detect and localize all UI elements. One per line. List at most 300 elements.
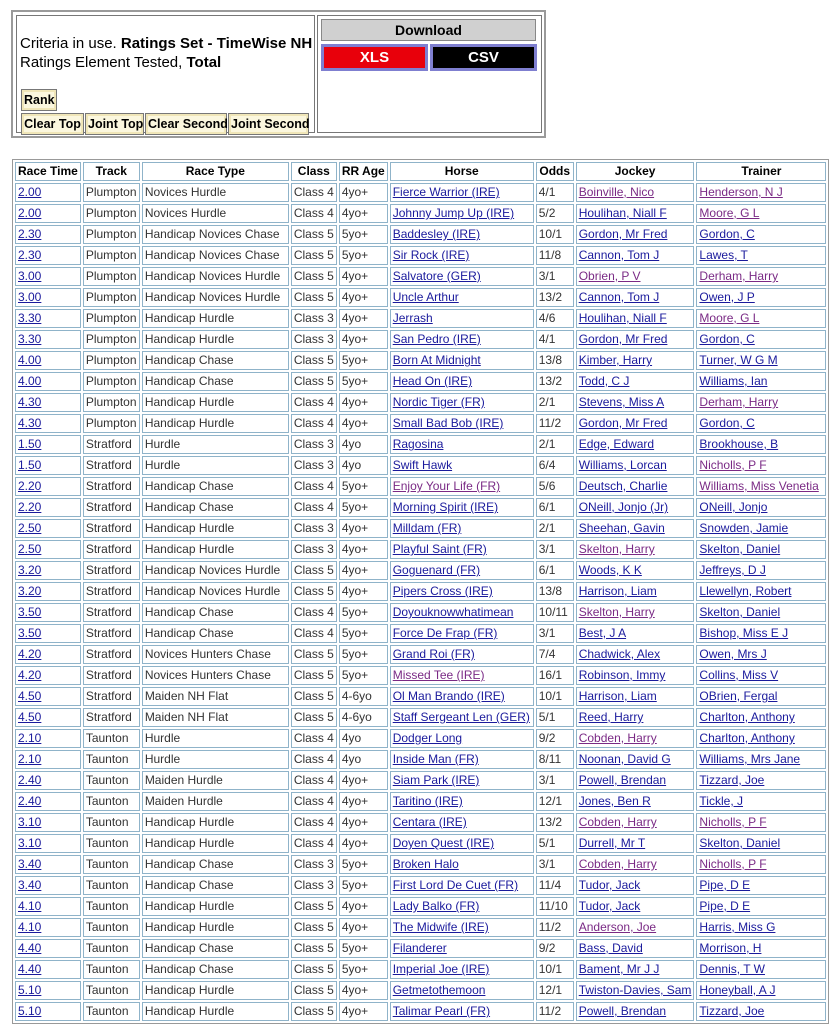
jockey-link[interactable]: Robinson, Immy	[578, 668, 666, 682]
cell-race-time	[15, 729, 81, 748]
trainer-link[interactable]: OBrien, Fergal	[699, 689, 778, 703]
cell-class: Class 5	[291, 225, 337, 244]
cell-horse	[390, 204, 534, 223]
race-time-link[interactable]: 3.10	[18, 836, 42, 850]
jockey-link[interactable]: Skelton, Harry	[578, 605, 655, 619]
trainer-link[interactable]: Pipe, D E	[699, 899, 751, 913]
trainer-link[interactable]: Skelton, Daniel	[699, 836, 781, 850]
download-box	[317, 15, 542, 133]
cell-trainer	[696, 246, 826, 265]
jockey-link[interactable]: Best, J A	[578, 626, 627, 640]
jockey-link[interactable]: Cobden, Harry	[578, 731, 657, 745]
horse-link[interactable]: Head On (IRE)	[392, 374, 473, 388]
cell-jockey	[576, 477, 695, 496]
trainer-link[interactable]: Gordon, C	[699, 332, 755, 346]
race-time-link[interactable]: 3.20	[18, 563, 42, 577]
race-time-link[interactable]: 4.50	[18, 689, 42, 703]
race-time-link[interactable]: 3.50	[18, 626, 42, 640]
trainer-link[interactable]: Owen, J P	[699, 290, 755, 304]
cell-jockey	[576, 351, 695, 370]
cell-class: Class 5	[291, 981, 337, 1000]
trainer-link[interactable]: Tickle, J	[699, 794, 743, 808]
horse-link[interactable]: Inside Man (FR)	[392, 752, 479, 766]
cell-class: Class 3	[291, 855, 337, 874]
horse-link[interactable]: Enjoy Your Life (FR)	[392, 479, 501, 493]
horse-link[interactable]: Swift Hawk	[392, 458, 453, 472]
race-time-link[interactable]: 3.50	[18, 605, 42, 619]
cell-race-type: Handicap Hurdle	[142, 414, 289, 433]
cell-class: Class 5	[291, 897, 337, 916]
criteria-line-element	[20, 54, 221, 71]
horse-link[interactable]: Doyouknowwhatimean	[392, 605, 514, 619]
race-time-link[interactable]: 2.50	[18, 521, 42, 535]
race-time-link[interactable]: 3.10	[18, 815, 42, 829]
jockey-link[interactable]: Anderson, Joe	[578, 920, 657, 934]
horse-link[interactable]: Lady Balko (FR)	[392, 899, 480, 913]
cell-jockey	[576, 855, 695, 874]
csv-download-button[interactable]: CSV	[430, 44, 537, 71]
horse-link[interactable]: Ragosina	[392, 437, 444, 451]
cell-class: Class 5	[291, 918, 337, 937]
table-row	[15, 561, 826, 580]
table-row	[15, 624, 826, 643]
horse-link[interactable]: Sir Rock (IRE)	[392, 248, 470, 262]
race-time-link[interactable]: 4.10	[18, 920, 42, 934]
jockey-link[interactable]: Skelton, Harry	[578, 542, 655, 556]
cell-race-type: Handicap Novices Hurdle	[142, 582, 289, 601]
trainer-link[interactable]: Bishop, Miss E J	[699, 626, 789, 640]
criteria-box	[16, 15, 315, 133]
jockey-link[interactable]: Williams, Lorcan	[578, 458, 667, 472]
jockey-link[interactable]: Powell, Brendan	[578, 1004, 667, 1018]
horse-link[interactable]: Jerrash	[392, 311, 433, 325]
cell-race-time	[15, 750, 81, 769]
cell-horse	[390, 876, 534, 895]
cell-odds: 3/1	[536, 624, 574, 643]
jockey-link[interactable]: Cannon, Tom J	[578, 248, 660, 262]
cell-rr-age: 5yo+	[339, 603, 388, 622]
joint-second-button[interactable]: Joint Second	[228, 113, 309, 135]
trainer-link[interactable]: Nicholls, P F	[699, 815, 767, 829]
cell-horse	[390, 372, 534, 391]
cell-race-type: Handicap Chase	[142, 624, 289, 643]
cell-rr-age: 4yo	[339, 456, 388, 475]
race-time-link[interactable]: 2.30	[18, 248, 42, 262]
cell-trainer	[696, 624, 826, 643]
cell-race-type: Handicap Hurdle	[142, 519, 289, 538]
jockey-link[interactable]: Bament, Mr J J	[578, 962, 660, 976]
horse-link[interactable]: Ol Man Brando (IRE)	[392, 689, 505, 703]
trainer-link[interactable]: Turner, W G M	[699, 353, 778, 367]
table-row	[15, 288, 826, 307]
cell-race-type: Handicap Hurdle	[142, 1002, 289, 1021]
cell-race-type: Novices Hunters Chase	[142, 666, 289, 685]
cell-horse	[390, 624, 534, 643]
cell-track: Taunton	[83, 855, 140, 874]
jockey-link[interactable]: Reed, Harry	[578, 710, 644, 724]
jockey-link[interactable]: Todd, C J	[578, 374, 630, 388]
jockey-link[interactable]: Noonan, David G	[578, 752, 671, 766]
race-time-link[interactable]: 4.00	[18, 374, 42, 388]
horse-link[interactable]: Small Bad Bob (IRE)	[392, 416, 504, 430]
cell-track: Stratford	[83, 708, 140, 727]
race-time-link[interactable]: 3.30	[18, 311, 42, 325]
race-time-link[interactable]: 3.40	[18, 857, 42, 871]
race-time-link[interactable]: 4.40	[18, 941, 42, 955]
cell-trainer	[696, 435, 826, 454]
trainer-link[interactable]: ONeill, Jonjo	[699, 500, 768, 514]
trainer-link[interactable]: Snowden, Jamie	[699, 521, 789, 535]
trainer-link[interactable]: Gordon, C	[699, 416, 755, 430]
horse-link[interactable]: Imperial Joe (IRE)	[392, 962, 490, 976]
race-time-link[interactable]: 4.00	[18, 353, 42, 367]
trainer-link[interactable]: Harris, Miss G	[699, 920, 776, 934]
jockey-link[interactable]: Deutsch, Charlie	[578, 479, 668, 493]
race-time-link[interactable]: 3.30	[18, 332, 42, 346]
horse-link[interactable]: Born At Midnight	[392, 353, 481, 367]
cell-odds: 11/2	[536, 918, 574, 937]
jockey-link[interactable]: Harrison, Liam	[578, 584, 657, 598]
cell-odds: 3/1	[536, 540, 574, 559]
cell-rr-age: 4yo+	[339, 897, 388, 916]
cell-race-type: Maiden NH Flat	[142, 708, 289, 727]
trainer-link[interactable]: Charlton, Anthony	[699, 710, 795, 724]
cell-race-time	[15, 687, 81, 706]
trainer-link[interactable]: Williams, Miss Venetia	[699, 479, 819, 493]
cell-odds: 13/2	[536, 288, 574, 307]
race-time-link[interactable]: 2.20	[18, 500, 42, 514]
horse-link[interactable]: Taritino (IRE)	[392, 794, 463, 808]
cell-rr-age: 5yo+	[339, 498, 388, 517]
cell-horse	[390, 771, 534, 790]
jockey-link[interactable]: Jones, Ben R	[578, 794, 651, 808]
cell-race-time	[15, 204, 81, 223]
cell-track: Stratford	[83, 540, 140, 559]
cell-jockey	[576, 918, 695, 937]
cell-race-type: Handicap Chase	[142, 477, 289, 496]
trainer-link[interactable]: Lawes, T	[699, 248, 748, 262]
cell-odds: 4/6	[536, 309, 574, 328]
table-row	[15, 813, 826, 832]
race-time-link[interactable]: 4.10	[18, 899, 42, 913]
cell-horse	[390, 477, 534, 496]
cell-race-type: Handicap Chase	[142, 498, 289, 517]
cell-horse	[390, 750, 534, 769]
jockey-link[interactable]: Tudor, Jack	[578, 899, 641, 913]
race-time-link[interactable]: 2.10	[18, 752, 42, 766]
trainer-link[interactable]: Derham, Harry	[699, 395, 779, 409]
cell-race-type: Handicap Hurdle	[142, 540, 289, 559]
cell-rr-age: 5yo+	[339, 351, 388, 370]
jockey-link[interactable]: Stevens, Miss A	[578, 395, 665, 409]
horse-link[interactable]: Grand Roi (FR)	[392, 647, 475, 661]
trainer-link[interactable]: Williams, Ian	[699, 374, 768, 388]
horse-link[interactable]: Staff Sergeant Len (GER)	[392, 710, 530, 724]
trainer-link[interactable]: Brookhouse, B	[699, 437, 779, 451]
cell-horse	[390, 456, 534, 475]
cell-horse	[390, 939, 534, 958]
race-time-link[interactable]: 4.20	[18, 647, 42, 661]
race-time-link[interactable]: 2.00	[18, 206, 42, 220]
cell-race-type: Hurdle	[142, 435, 289, 454]
jockey-link[interactable]: Cobden, Harry	[578, 815, 657, 829]
horse-link[interactable]: First Lord De Cuet (FR)	[392, 878, 519, 892]
trainer-link[interactable]: Skelton, Daniel	[699, 542, 781, 556]
horse-link[interactable]: Uncle Arthur	[392, 290, 459, 304]
xls-download-button[interactable]: XLS	[321, 44, 428, 71]
horse-link[interactable]: Nordic Tiger (FR)	[392, 395, 485, 409]
cell-track: Taunton	[83, 771, 140, 790]
trainer-link[interactable]: Nicholls, P F	[699, 458, 767, 472]
cell-trainer	[696, 393, 826, 412]
cell-trainer	[696, 729, 826, 748]
rank-button[interactable]: Rank	[21, 89, 57, 111]
cell-horse	[390, 582, 534, 601]
jockey-link[interactable]: Chadwick, Alex	[578, 647, 661, 661]
cell-horse	[390, 981, 534, 1000]
jockey-link[interactable]: Sheehan, Gavin	[578, 521, 665, 535]
jockey-link[interactable]: Gordon, Mr Fred	[578, 332, 668, 346]
clear-second-button[interactable]: Clear Second	[145, 113, 227, 135]
trainer-link[interactable]: Honeyball, A J	[699, 983, 776, 997]
trainer-link[interactable]: Tizzard, Joe	[699, 1004, 765, 1018]
horse-link[interactable]: Pipers Cross (IRE)	[392, 584, 493, 598]
trainer-link[interactable]: Dennis, T W	[699, 962, 765, 976]
table-row	[15, 687, 826, 706]
jockey-link[interactable]: Twiston-Davies, Sam	[578, 983, 692, 997]
cell-track: Taunton	[83, 813, 140, 832]
cell-odds: 12/1	[536, 981, 574, 1000]
horse-link[interactable]: Goguenard (FR)	[392, 563, 481, 577]
trainer-link[interactable]: Jeffreys, D J	[699, 563, 766, 577]
jockey-link[interactable]: Cobden, Harry	[578, 857, 657, 871]
cell-horse	[390, 351, 534, 370]
race-time-link[interactable]: 4.30	[18, 416, 42, 430]
cell-class: Class 4	[291, 729, 337, 748]
table-row	[15, 666, 826, 685]
cell-class: Class 4	[291, 771, 337, 790]
cell-horse	[390, 834, 534, 853]
jockey-link[interactable]: Kimber, Harry	[578, 353, 653, 367]
horse-link[interactable]: Broken Halo	[392, 857, 459, 871]
race-time-link[interactable]: 3.20	[18, 584, 42, 598]
cell-odds: 11/4	[536, 876, 574, 895]
cell-trainer	[696, 540, 826, 559]
cell-odds: 5/2	[536, 204, 574, 223]
cell-jockey	[576, 687, 695, 706]
cell-race-time	[15, 540, 81, 559]
cell-race-time	[15, 897, 81, 916]
horse-link[interactable]: Talimar Pearl (FR)	[392, 1004, 491, 1018]
column-header-class: Class	[291, 162, 337, 181]
horse-link[interactable]: Salvatore (GER)	[392, 269, 481, 283]
race-time-link[interactable]: 4.30	[18, 395, 42, 409]
cell-race-time	[15, 246, 81, 265]
jockey-link[interactable]: Cannon, Tom J	[578, 290, 660, 304]
race-time-link[interactable]: 2.00	[18, 185, 42, 199]
horse-link[interactable]: Missed Tee (IRE)	[392, 668, 485, 682]
cell-jockey	[576, 645, 695, 664]
cell-jockey	[576, 498, 695, 517]
trainer-link[interactable]: Gordon, C	[699, 227, 755, 241]
trainer-link[interactable]: Llewellyn, Robert	[699, 584, 792, 598]
cell-race-type: Maiden NH Flat	[142, 687, 289, 706]
trainer-link[interactable]: Nicholls, P F	[699, 857, 767, 871]
table-row	[15, 771, 826, 790]
cell-class: Class 4	[291, 792, 337, 811]
cell-rr-age: 5yo+	[339, 939, 388, 958]
table-row	[15, 750, 826, 769]
jockey-link[interactable]: Houlihan, Niall F	[578, 311, 667, 325]
race-time-link[interactable]: 2.40	[18, 773, 42, 787]
race-time-link[interactable]: 2.20	[18, 479, 42, 493]
cell-trainer	[696, 918, 826, 937]
cell-race-type: Novices Hurdle	[142, 183, 289, 202]
race-time-link[interactable]: 3.40	[18, 878, 42, 892]
horse-link[interactable]: Playful Saint (FR)	[392, 542, 487, 556]
trainer-link[interactable]: Tizzard, Joe	[699, 773, 765, 787]
cell-race-type: Handicap Novices Chase	[142, 246, 289, 265]
jockey-link[interactable]: Tudor, Jack	[578, 878, 641, 892]
cell-odds: 10/1	[536, 687, 574, 706]
column-header-jockey: Jockey	[576, 162, 695, 181]
trainer-link[interactable]: Collins, Miss V	[699, 668, 779, 682]
clear-top-button[interactable]: Clear Top	[21, 113, 84, 135]
trainer-link[interactable]: Owen, Mrs J	[699, 647, 767, 661]
race-time-link[interactable]: 4.40	[18, 962, 42, 976]
cell-class: Class 5	[291, 708, 337, 727]
cell-horse	[390, 225, 534, 244]
cell-rr-age: 4yo+	[339, 393, 388, 412]
race-time-link[interactable]: 2.10	[18, 731, 42, 745]
cell-class: Class 5	[291, 246, 337, 265]
horse-link[interactable]: Morning Spirit (IRE)	[392, 500, 499, 514]
cell-race-time	[15, 456, 81, 475]
cell-trainer	[696, 981, 826, 1000]
race-time-link[interactable]: 3.00	[18, 269, 42, 283]
cell-class: Class 4	[291, 834, 337, 853]
jockey-link[interactable]: Boinville, Nico	[578, 185, 655, 199]
trainer-link[interactable]: Moore, G L	[699, 206, 760, 220]
cell-odds: 6/1	[536, 561, 574, 580]
cell-odds: 12/1	[536, 792, 574, 811]
column-header-rr-age: RR Age	[339, 162, 388, 181]
horse-link[interactable]: Siam Park (IRE)	[392, 773, 480, 787]
jockey-link[interactable]: ONeill, Jonjo (Jr)	[578, 500, 669, 514]
cell-horse	[390, 918, 534, 937]
cell-jockey	[576, 750, 695, 769]
jockey-link[interactable]: Durrell, Mr T	[578, 836, 646, 850]
trainer-link[interactable]: Derham, Harry	[699, 269, 779, 283]
horse-link[interactable]: Filanderer	[392, 941, 447, 955]
cell-horse	[390, 666, 534, 685]
race-time-link[interactable]: 4.50	[18, 710, 42, 724]
table-row	[15, 792, 826, 811]
horse-link[interactable]: Baddesley (IRE)	[392, 227, 481, 241]
cell-jockey	[576, 246, 695, 265]
trainer-link[interactable]: Moore, G L	[699, 311, 760, 325]
jockey-link[interactable]: Gordon, Mr Fred	[578, 227, 668, 241]
horse-link[interactable]: Doyen Quest (IRE)	[392, 836, 495, 850]
jockey-link[interactable]: Houlihan, Niall F	[578, 206, 667, 220]
horse-link[interactable]: Getmetothemoon	[392, 983, 486, 997]
table-row	[15, 414, 826, 433]
cell-trainer	[696, 267, 826, 286]
cell-horse	[390, 561, 534, 580]
race-time-link[interactable]: 2.40	[18, 794, 42, 808]
horse-link[interactable]: Fierce Warrior (IRE)	[392, 185, 500, 199]
cell-race-type: Handicap Hurdle	[142, 309, 289, 328]
jockey-link[interactable]: Harrison, Liam	[578, 689, 657, 703]
race-time-link[interactable]: 2.50	[18, 542, 42, 556]
cell-trainer	[696, 855, 826, 874]
cell-jockey	[576, 1002, 695, 1021]
cell-trainer	[696, 1002, 826, 1021]
cell-odds: 13/2	[536, 813, 574, 832]
trainer-link[interactable]: Henderson, N J	[699, 185, 783, 199]
cell-rr-age: 4yo+	[339, 582, 388, 601]
horse-link[interactable]: Johnny Jump Up (IRE)	[392, 206, 515, 220]
horse-link[interactable]: The Midwife (IRE)	[392, 920, 489, 934]
race-time-link[interactable]: 5.10	[18, 1004, 42, 1018]
cell-rr-age: 4yo+	[339, 288, 388, 307]
cell-class: Class 4	[291, 393, 337, 412]
cell-rr-age: 4yo+	[339, 330, 388, 349]
race-time-link[interactable]: 4.20	[18, 668, 42, 682]
cell-track: Plumpton	[83, 225, 140, 244]
joint-top-button[interactable]: Joint Top	[85, 113, 144, 135]
race-time-link[interactable]: 2.30	[18, 227, 42, 241]
table-row	[15, 729, 826, 748]
jockey-link[interactable]: Woods, K K	[578, 563, 642, 577]
cell-race-time	[15, 435, 81, 454]
cell-race-time	[15, 561, 81, 580]
cell-race-time	[15, 288, 81, 307]
jockey-link[interactable]: Gordon, Mr Fred	[578, 416, 668, 430]
horse-link[interactable]: Milldam (FR)	[392, 521, 462, 535]
table-row	[15, 708, 826, 727]
cell-rr-age: 5yo+	[339, 372, 388, 391]
jockey-link[interactable]: Bass, David	[578, 941, 643, 955]
jockey-link[interactable]: Obrien, P V	[578, 269, 641, 283]
trainer-link[interactable]: Williams, Mrs Jane	[699, 752, 801, 766]
race-time-link[interactable]: 1.50	[18, 437, 42, 451]
trainer-link[interactable]: Skelton, Daniel	[699, 605, 781, 619]
race-time-link[interactable]: 5.10	[18, 983, 42, 997]
horse-link[interactable]: Force De Frap (FR)	[392, 626, 498, 640]
cell-class: Class 4	[291, 477, 337, 496]
cell-race-time	[15, 834, 81, 853]
race-time-link[interactable]: 3.00	[18, 290, 42, 304]
horse-link[interactable]: Dodger Long	[392, 731, 463, 745]
horse-link[interactable]: Centara (IRE)	[392, 815, 467, 829]
cell-horse	[390, 309, 534, 328]
trainer-link[interactable]: Pipe, D E	[699, 878, 751, 892]
trainer-link[interactable]: Charlton, Anthony	[699, 731, 795, 745]
horse-link[interactable]: San Pedro (IRE)	[392, 332, 481, 346]
cell-horse	[390, 897, 534, 916]
cell-odds: 3/1	[536, 267, 574, 286]
race-time-link[interactable]: 1.50	[18, 458, 42, 472]
cell-horse	[390, 603, 534, 622]
cell-horse	[390, 960, 534, 979]
jockey-link[interactable]: Powell, Brendan	[578, 773, 667, 787]
trainer-link[interactable]: Morrison, H	[699, 941, 762, 955]
table-row	[15, 456, 826, 475]
cell-track: Stratford	[83, 519, 140, 538]
jockey-link[interactable]: Edge, Edward	[578, 437, 655, 451]
cell-track: Plumpton	[83, 183, 140, 202]
